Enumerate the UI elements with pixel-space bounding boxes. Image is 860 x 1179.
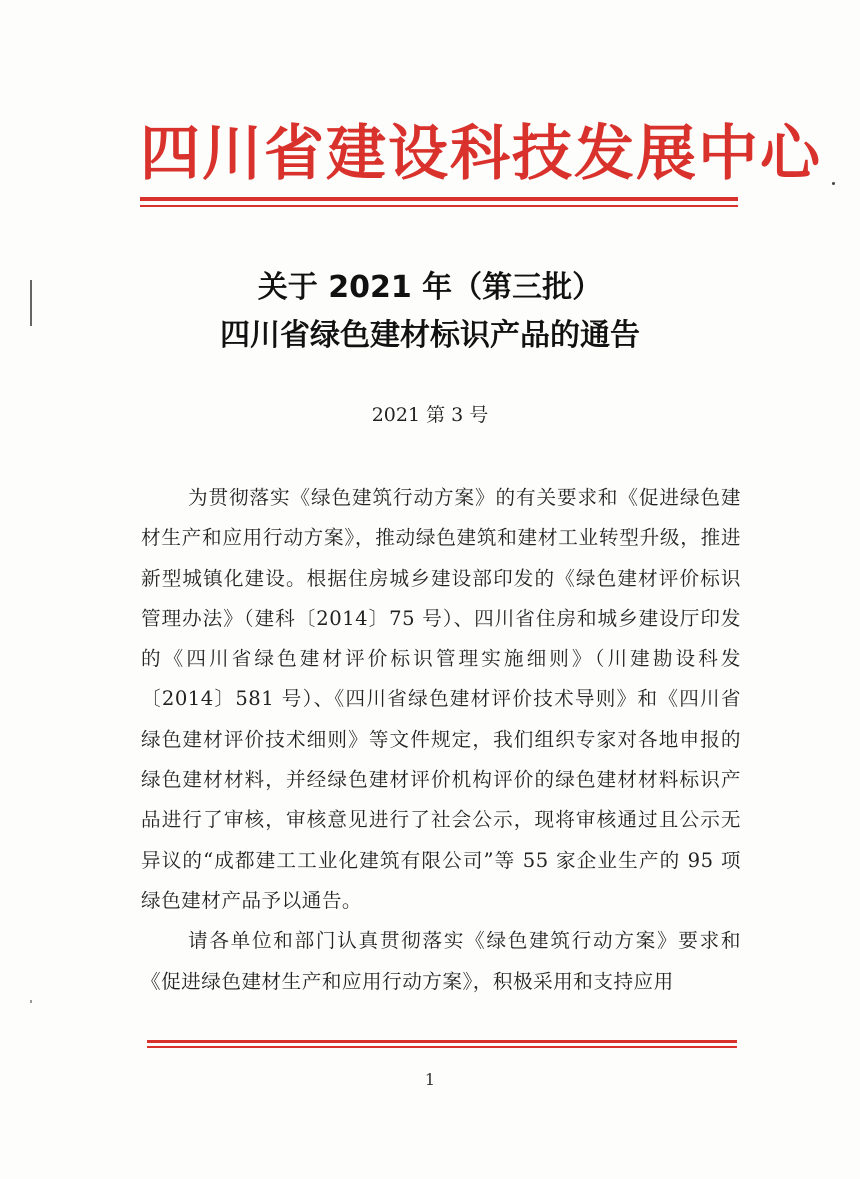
footer-rule-thin	[147, 1046, 737, 1048]
notice-title-line-1: 关于 2021 年（第三批）	[257, 270, 603, 305]
masthead-rule-thin	[140, 205, 738, 207]
scan-artifact	[30, 280, 32, 326]
scan-artifact	[30, 1000, 32, 1003]
notice-title-line-2: 四川省绿色建材标识产品的通告	[220, 318, 640, 353]
masthead-rule-thick	[140, 197, 738, 201]
footer-rule-thick	[147, 1040, 737, 1043]
document-number: 2021 第 3 号	[371, 404, 489, 426]
body-paragraph: 请各单位和部门认真贯彻落实《绿色建筑行动方案》要求和《促进绿色建材生产和应用行动方案》，积极采用和支持应用	[141, 929, 741, 993]
body-paragraph: 为贯彻落实《绿色建筑行动方案》的有关要求和《促进绿色建材生产和应用行动方案》，推动绿色建筑和建材工业转型升级，推进新型城镇化建设。根据住房城乡建设部印发的《绿色建材评价标识管理办法》（建科〔2014〕75 号）、四川省住房和城乡建设厅印发的《四川省绿色建材评价标识管理实施细则》（川建勘设科发〔2014〕581 号）、《四川省绿色建材评价技术导则》和《四川省绿色建材评价技术细则》等文件规定，我们组织专家对各地申报的绿色建材材料，并经绿色建材评价机构评价的绿色建材材料标识产品进行了审核，审核意见进行了社会公示，现将审核通过且公示无异议的“成都建工工业化建筑有限公司”等 55 家企业生产的 95 项绿色建材产品予以通告。	[141, 486, 741, 912]
page-number: 1	[424, 1070, 436, 1089]
scan-artifact	[832, 182, 835, 185]
masthead-org-name: 四川省建设科技发展中心	[140, 119, 822, 189]
notice-body	[141, 478, 741, 1002]
